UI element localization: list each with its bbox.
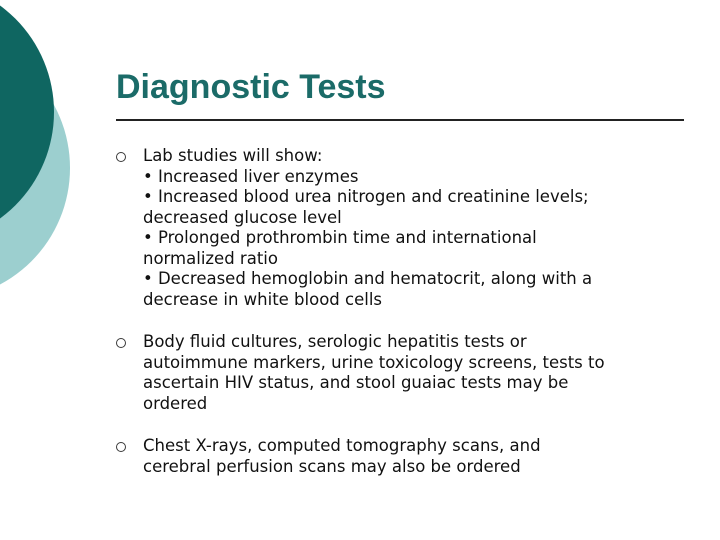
bullet-text-line: cerebral perfusion scans may also be ordered [143, 456, 521, 476]
bullet-text-line: ordered [143, 393, 208, 413]
bullet-imaging [116, 436, 696, 477]
bullet-text-line: normalized ratio [143, 248, 278, 268]
bullet-body-fluid-cultures [116, 332, 696, 414]
bullet-text-line: • Decreased hemoglobin and hematocrit, along with a [143, 269, 593, 288]
bullet-text-line: • Increased liver enzymes [143, 166, 359, 186]
bullet-text-line: ascertain HIV status, and stool guaiac tests may be [143, 373, 569, 392]
slide-title: Diagnostic Tests [116, 68, 386, 106]
bullet-text-line: autoimmune markers, urine toxicology screens, tests to [143, 352, 605, 372]
bullet-list [116, 146, 696, 499]
circle-bullet-icon [116, 442, 126, 452]
bullet-text-line: • Prolonged prothrombin time and international [143, 228, 537, 247]
bullet-lab-studies [116, 146, 696, 310]
bullet-text-line: Chest X-rays, computed tomography scans, and [143, 436, 541, 455]
circle-bullet-icon [116, 152, 126, 162]
bullet-text-line: Lab studies will show: [143, 146, 323, 165]
title-divider [116, 119, 684, 121]
circle-bullet-icon [116, 338, 126, 348]
bullet-text-line: decreased glucose level [143, 207, 342, 227]
bullet-text-line: decrease in white blood cells [143, 289, 383, 309]
bullet-text-line: Body fluid cultures, serologic hepatitis tests or [143, 332, 527, 351]
bullet-text-line: • Increased blood urea nitrogen and creatinine levels; [143, 187, 589, 206]
